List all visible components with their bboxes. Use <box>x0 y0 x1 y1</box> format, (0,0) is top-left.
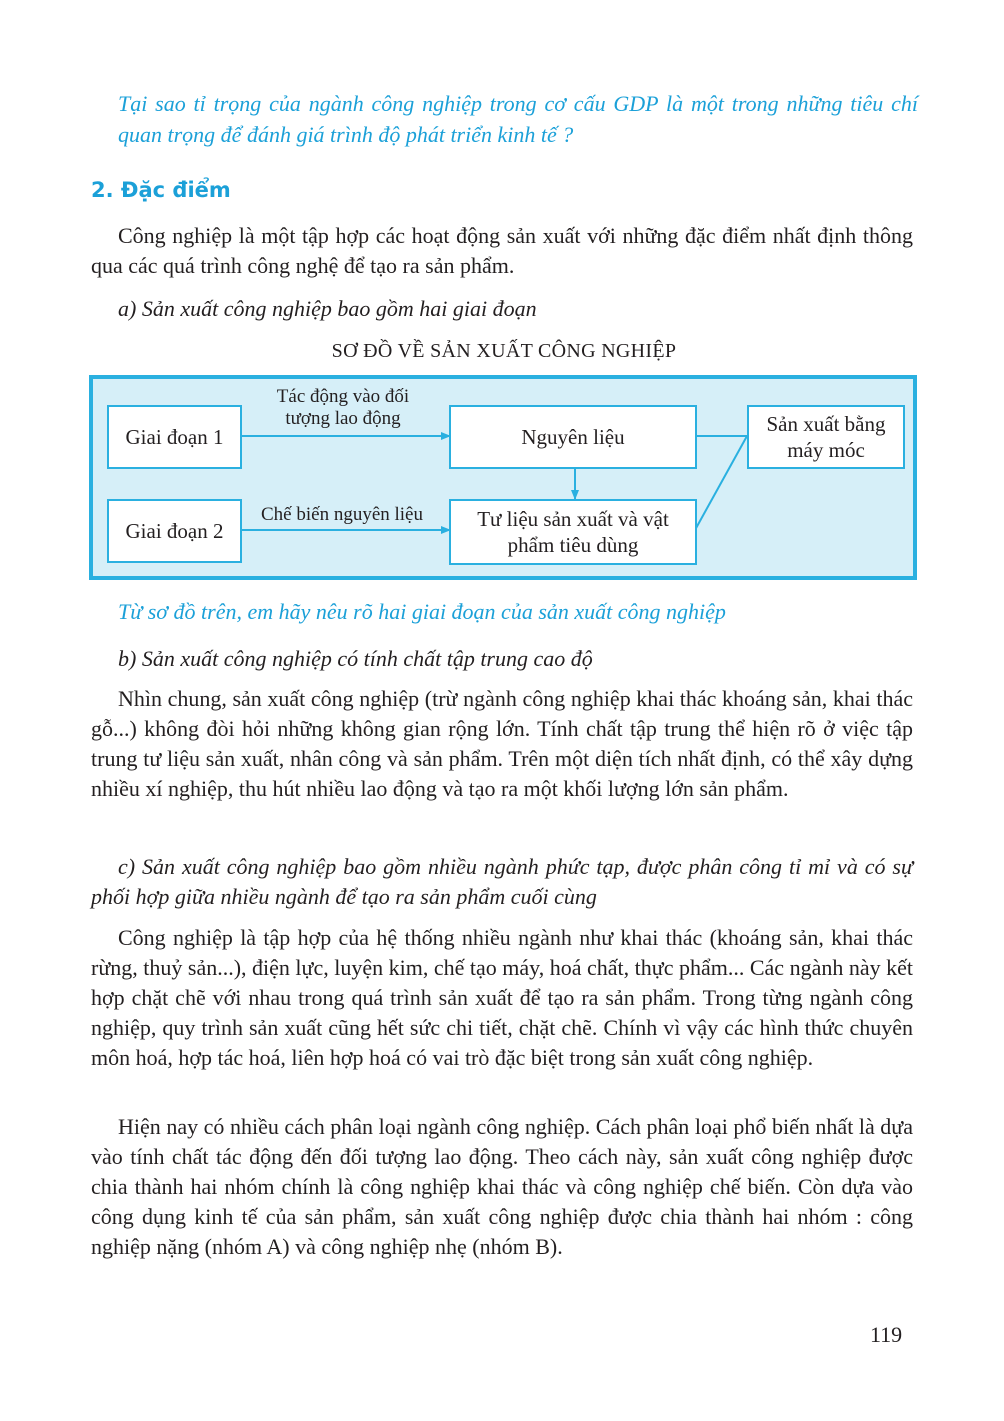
paragraph-c1: Công nghiệp là tập hợp của hệ thống nhiều ngành như khai thác (khoáng sản, khai thác rừng, thuỷ sản...), điện lực, luyện kim, chế tạo máy, hoá chất, thực phẩm... Các ngành này kết hợp chặt chẽ với nhau trong quá trình sản xuất để tạo ra sản phẩm. Trong từng ngành công nghiệp, quy trình sản xuất cũng hết sức chi tiết, chặt chẽ. Chính vì vậy các hình thức chuyên môn hoá, hợp tác hoá, liên hợp hoá có vai trò đặc biệt trong sản xuất công nghiệp. <box>91 925 913 1070</box>
stage-2-label: Giai đoạn 2 <box>125 519 224 543</box>
diagram-title: SƠ ĐỒ VỀ SẢN XUẤT CÔNG NGHIỆP <box>331 340 677 362</box>
products-box <box>449 499 697 565</box>
subheading-a: a) Sản xuất công nghiệp bao gồm hai giai đoạn <box>118 296 537 321</box>
intro-paragraph: Công nghiệp là một tập hợp các hoạt động sản xuất với những đặc điểm nhất định thông qua các quá trình công nghệ để tạo ra sản phẩm. <box>91 223 913 278</box>
products-label: Tư liệu sản xuất và vật phẩm tiêu dùng <box>477 507 669 557</box>
section-heading: 2. Đặc điểm <box>91 178 231 202</box>
question-industry-share: Tại sao tỉ trọng của ngành công nghiệp trong cơ cấu GDP là một trong những tiêu chí quan trọng để đánh giá trình độ phát triển kinh tế ? <box>118 91 918 147</box>
raw-materials-box <box>449 405 697 469</box>
subheading-c: c) Sản xuất công nghiệp bao gồm nhiều ngành phức tạp, được phân công tỉ mỉ và có sự phối hợp giữa nhiều ngành để tạo ra sản phẩm cuối cùng <box>91 854 913 909</box>
raw-materials-label: Nguyên liệu <box>521 425 625 449</box>
connector-products-to-machines <box>695 436 747 530</box>
stage-2-box <box>107 499 242 563</box>
stage-1-label: Giai đoạn 1 <box>125 425 224 449</box>
subheading-b: b) Sản xuất công nghiệp có tính chất tập trung cao độ <box>118 646 593 671</box>
paragraph-b: Nhìn chung, sản xuất công nghiệp (trừ ngành công nghiệp khai thác khoáng sản, khai thác gỗ...) không đòi hỏi những không gian rộng lớn. Tính chất tập trung thể hiện rõ ở việc tập trung tư liệu sản xuất, nhân công và sản phẩm. Trên một diện tích nhất định, có thể xây dựng nhiều xí nghiệp, thu hút nhiều lao động và tạo ra một khối lượng lớn sản phẩm. <box>91 686 913 801</box>
arrow-2-label: Chế biến nguyên liệu <box>261 504 423 525</box>
machine-production-label: Sản xuất bằng máy móc <box>766 412 886 462</box>
stage-1-box <box>107 405 242 469</box>
industrial-production-diagram <box>89 375 917 580</box>
question-two-stages: Từ sơ đồ trên, em hãy nêu rõ hai giai đoạn của sản xuất công nghiệp <box>118 599 726 624</box>
arrow-1-label: Tác động vào đối tượng lao động <box>276 386 410 429</box>
paragraph-c2: Hiện nay có nhiều cách phân loại ngành công nghiệp. Cách phân loại phổ biến nhất là dựa vào tính chất tác động đến đối tượng lao động. Theo cách này, sản xuất công nghiệp được chia thành hai nhóm chính là công nghiệp khai thác và công nghiệp chế biến. Còn dựa vào công dụng kinh tế của sản phẩm, sản xuất công nghiệp được chia thành hai nhóm : công nghiệp nặng (nhóm A) và công nghiệp nhẹ (nhóm B). <box>91 1114 913 1259</box>
page-number: 119 <box>870 1322 903 1347</box>
machine-production-box <box>747 405 905 469</box>
